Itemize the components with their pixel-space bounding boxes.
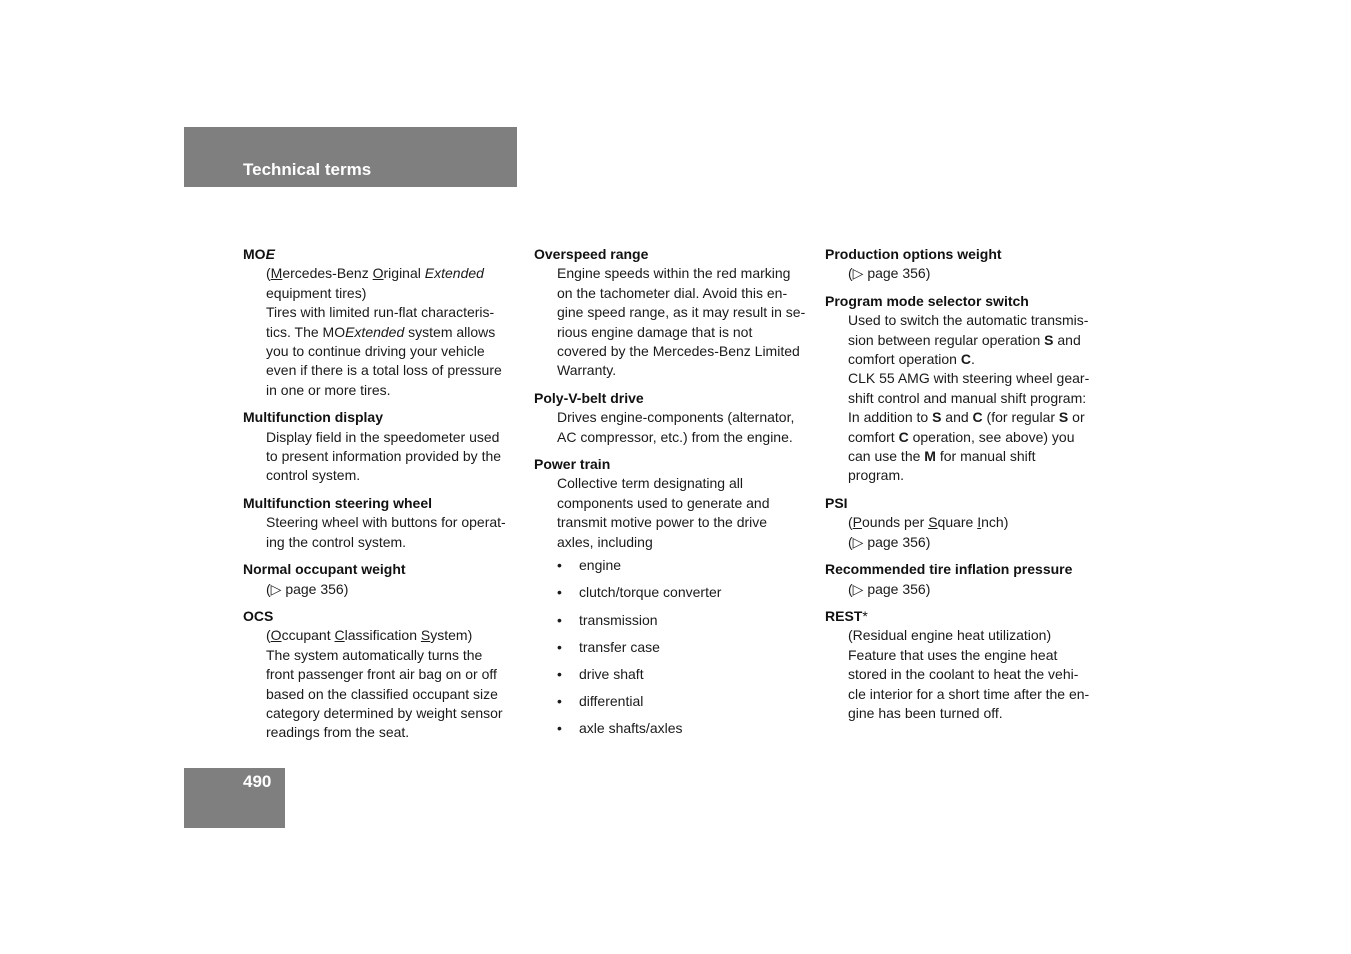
term-moe: MOE [243, 246, 275, 262]
def-moe: Tires with limited run-flat characteris- tics. The MOExtended system allows you to continue driving your vehicle even if there is a total loss of pressure in one or more tires. [266, 304, 502, 398]
list-item: • clutch/torque converter [557, 583, 814, 602]
power-train-list [534, 556, 814, 739]
bullet-icon: • [557, 720, 562, 737]
term-recommended-tire-inflation-pressure: Recommended tire inflation pressure [825, 561, 1073, 578]
entry-program-mode-selector-switch [825, 292, 1105, 486]
entry-power-train [534, 455, 814, 739]
page-number: 490 [243, 772, 272, 791]
page-reference-link[interactable]: (▷ page 356) [848, 580, 931, 597]
def-power-train: Collective term designating all components used to generate and transmit motive power to the drive axles, including [557, 475, 770, 550]
def-ocs-abbr: (Occupant Classification System) [266, 627, 473, 644]
list-item: • axle shafts/axles [557, 719, 814, 738]
entry-multifunction-display [243, 408, 523, 486]
term-ocs: OCS [243, 607, 274, 624]
def-moe-abbr: (Mercedes-Benz Original Extended equipment tires) [266, 265, 484, 301]
def-rest: (Residual engine heat utilization) Feature that uses the engine heat stored in the coolant to heat the vehi- cle interior for a short time after the en- gine has been turned off. [848, 627, 1090, 721]
list-item: • differential [557, 692, 814, 711]
entry-normal-occupant-weight [243, 560, 523, 599]
list-item: • transmission [557, 611, 814, 630]
entry-recommended-tire-inflation-pressure [825, 560, 1105, 599]
bullet-icon: • [557, 665, 562, 682]
term-multifunction-steering-wheel: Multifunction steering wheel [243, 494, 433, 511]
column-3 [825, 245, 1105, 731]
page-reference-link[interactable]: (▷ page 356) [266, 580, 349, 597]
term-production-options-weight: Production options weight [825, 246, 1002, 262]
term-normal-occupant-weight: Normal occupant weight [243, 561, 406, 578]
entry-ocs [243, 607, 523, 743]
term-psi: PSI [825, 494, 848, 511]
page-reference-link[interactable]: (▷ page 356) [848, 265, 931, 282]
list-item: • transfer case [557, 638, 814, 657]
bullet-icon: • [557, 557, 562, 574]
def-psi-abbr: (Pounds per Square Inch) [848, 514, 1009, 531]
bullet-icon: • [557, 584, 562, 601]
def-multifunction-display: Display field in the speedometer used to present information provided by the control system. [266, 428, 502, 484]
list-item: • drive shaft [557, 665, 814, 684]
header-bar [184, 127, 517, 187]
page-reference-link[interactable]: (▷ page 356) [848, 533, 931, 550]
term-program-mode-selector-switch: Program mode selector switch [825, 292, 1029, 309]
entry-poly-v-belt-drive [534, 389, 814, 447]
def-overspeed-range: Engine speeds within the red marking on the tachometer dial. Avoid this en- gine speed range, as it may result in se- rious engine damage that is not covered by the Mercedes-Benz Limited Warranty. [557, 265, 806, 379]
page-number-box [184, 768, 285, 828]
def-ocs: The system automatically turns the front passenger front air bag on or off based on the classified occupant size category determined by weight sensor readings from the seat. [266, 646, 503, 741]
entry-moe [243, 245, 523, 400]
list-item: • engine [557, 556, 814, 575]
def-multifunction-steering-wheel: Steering wheel with buttons for operat- ing the control system. [266, 514, 506, 550]
term-poly-v-belt-drive: Poly-V-belt drive [534, 389, 644, 406]
entry-psi [825, 494, 1105, 552]
def-poly-v-belt-drive: Drives engine-components (alternator, AC compressor, etc.) from the engine. [557, 409, 795, 445]
bullet-icon: • [557, 638, 562, 655]
entry-multifunction-steering-wheel [243, 494, 523, 552]
def-program-mode-selector-switch: Used to switch the automatic transmis- sion between regular operation S and comfort operation C. CLK 55 AMG with steering wheel gear- shift control and manual shift program: In addition to S and C (for regular S or comfort C operation, see above) you can use the M for manual shift program. [848, 312, 1090, 484]
term-overspeed-range: Overspeed range [534, 246, 649, 262]
entry-production-options-weight [825, 245, 1105, 284]
term-power-train: Power train [534, 456, 611, 473]
term-rest: REST* [825, 607, 868, 624]
column-1 [243, 245, 523, 751]
bullet-icon: • [557, 693, 562, 710]
bullet-icon: • [557, 611, 562, 628]
optional-equipment-star: * [862, 607, 868, 624]
page-title: Technical terms [243, 160, 372, 179]
column-2 [534, 245, 814, 747]
entry-rest [825, 607, 1105, 723]
term-multifunction-display: Multifunction display [243, 409, 383, 426]
entry-overspeed-range [534, 245, 814, 381]
